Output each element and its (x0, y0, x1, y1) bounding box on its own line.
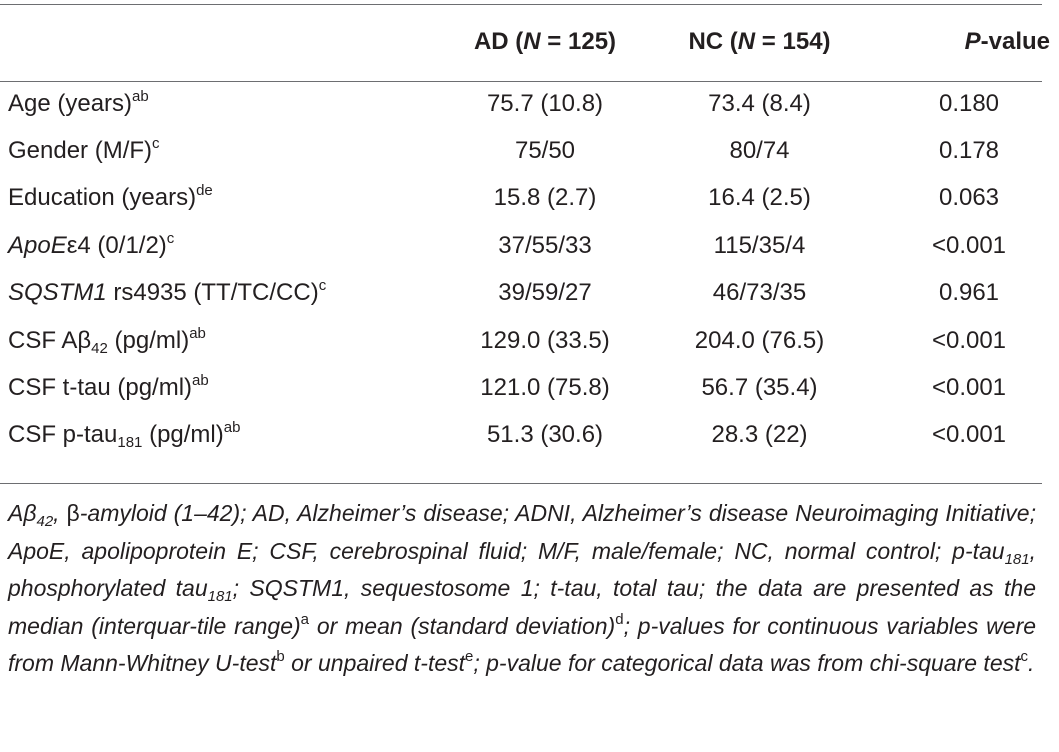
row-label-text: Gender (M/F) (8, 137, 153, 165)
cell-nc: 46/73/35 (712, 279, 807, 307)
cell-ad: 39/59/27 (498, 279, 592, 307)
cell-nc: 28.3 (22) (711, 421, 808, 449)
cell-pvalue: <0.001 (931, 231, 1007, 259)
row-label-after: (pg/ml) (142, 421, 224, 449)
row-label-superscript: ab (132, 87, 149, 105)
row-label (0, 270, 438, 317)
row-label (0, 317, 438, 364)
table-row (0, 127, 1059, 174)
footnote-segment: a (300, 610, 310, 628)
table-row (0, 317, 1059, 364)
row-label-superscript: c (152, 135, 160, 153)
header-cell-label (0, 4, 438, 80)
cell-nc: 204.0 (76.5) (694, 326, 825, 354)
cell-nc: 115/35/4 (713, 231, 806, 259)
row-label-superscript: ab (192, 372, 209, 390)
header-cell-pvalue: P-value (964, 28, 1050, 55)
footnote-segment: , (53, 500, 67, 526)
footnote-segment: , phosphorylated tau (8, 537, 1036, 602)
cell-pvalue: 0.180 (938, 89, 1000, 117)
row-label-subscript: 42 (91, 339, 108, 357)
row-label-superscript: c (166, 229, 175, 247)
row-label (0, 127, 438, 174)
row-label-italic: ApoE (8, 231, 67, 259)
row-label-after: (pg/ml) (107, 326, 190, 354)
cell-pvalue: 0.961 (938, 279, 1000, 307)
row-label-subscript: 181 (117, 434, 143, 452)
row-label-superscript: ab (223, 419, 241, 437)
row-label (0, 222, 438, 269)
table-row (0, 80, 1059, 127)
footnote-segment: e (465, 648, 474, 666)
cell-ad: 75.7 (10.8) (486, 89, 604, 117)
cell-ad: 37/55/33 (498, 231, 592, 259)
cell-pvalue: 0.063 (938, 184, 1000, 212)
footnote-segment: Aβ (8, 500, 37, 526)
row-label-italic: SQSTM1 (8, 279, 107, 307)
table-row (0, 222, 1059, 269)
footnote-segment: β (66, 500, 80, 526)
footnote-segment: ; SQSTM1, sequestosome 1; t-tau, total tau; the data are presented as the median (interquar-tile range) (8, 575, 1036, 639)
header-cell-ad: AD (N = 125) (473, 28, 617, 55)
row-label-superscript: de (196, 182, 213, 200)
row-label-text: rs4935 (TT/TC/CC) (106, 279, 319, 307)
footnote-segment: ; p-value for categorical data was from chi-square test (473, 650, 1021, 677)
cell-nc: 16.4 (2.5) (708, 184, 811, 212)
row-label-text: CSF t-tau (pg/ml) (8, 374, 193, 402)
footnote-segment: or unpaired t-test (284, 650, 466, 677)
footnote-segment: -amyloid (1–42); AD, Alzheimer’s disease; ADNI, Alzheimer’s disease Neuroimaging Initiative; ApoE, apolipoprotein E; CSF, cerebrospinal fluid; M/F, male/female; NC, normal control; p-tau (8, 500, 1036, 564)
cell-nc: 80/74 (729, 137, 790, 165)
footnote-segment: or mean (standard deviation) (309, 612, 616, 639)
table-footnote (8, 495, 1036, 683)
cell-ad: 51.3 (30.6) (486, 421, 604, 449)
footnote-segment: 181 (1004, 550, 1030, 568)
row-label-text: CSF p-tau (8, 421, 118, 449)
bottom-rule (0, 483, 1042, 484)
cell-pvalue: <0.001 (931, 374, 1007, 402)
table-row (0, 270, 1059, 317)
footnote-segment: 42 (36, 513, 54, 530)
row-label-text: ε4 (0/1/2) (66, 231, 167, 259)
row-label-text: Education (years) (8, 184, 197, 212)
cell-nc: 73.4 (8.4) (708, 89, 811, 117)
cell-nc: 56.7 (35.4) (701, 374, 818, 402)
table-row (0, 412, 1059, 459)
data-table (0, 4, 1059, 459)
row-label (0, 80, 438, 127)
header-cell-nc: NC (N = 154) (688, 28, 831, 55)
table-row (0, 175, 1059, 222)
row-label (0, 412, 438, 459)
row-label-superscript: ab (189, 324, 206, 342)
cell-pvalue: <0.001 (931, 326, 1007, 354)
footnote-segment: d (615, 610, 624, 628)
header-row (0, 4, 1059, 80)
cell-ad: 15.8 (2.7) (493, 184, 597, 212)
cell-pvalue: <0.001 (931, 421, 1007, 449)
footnote-segment: . (1028, 650, 1035, 677)
row-label (0, 364, 438, 411)
row-label-text: Age (years) (8, 89, 133, 117)
row-label-superscript: c (318, 277, 327, 295)
cell-ad: 129.0 (33.5) (480, 326, 610, 354)
cell-ad: 121.0 (75.8) (480, 374, 610, 402)
row-label (0, 175, 438, 222)
row-label-text: CSF Aβ (8, 326, 92, 354)
footnote-segment: c (1020, 648, 1028, 666)
footnote-segment: 181 (207, 588, 233, 606)
cell-pvalue: 0.178 (938, 137, 1000, 165)
footnote-segment: b (276, 648, 285, 666)
cell-ad: 75/50 (514, 137, 576, 165)
footnote-segment: ; p-values for continuous variables were from Mann-Whitney U-test (8, 612, 1037, 677)
table-row (0, 364, 1059, 411)
